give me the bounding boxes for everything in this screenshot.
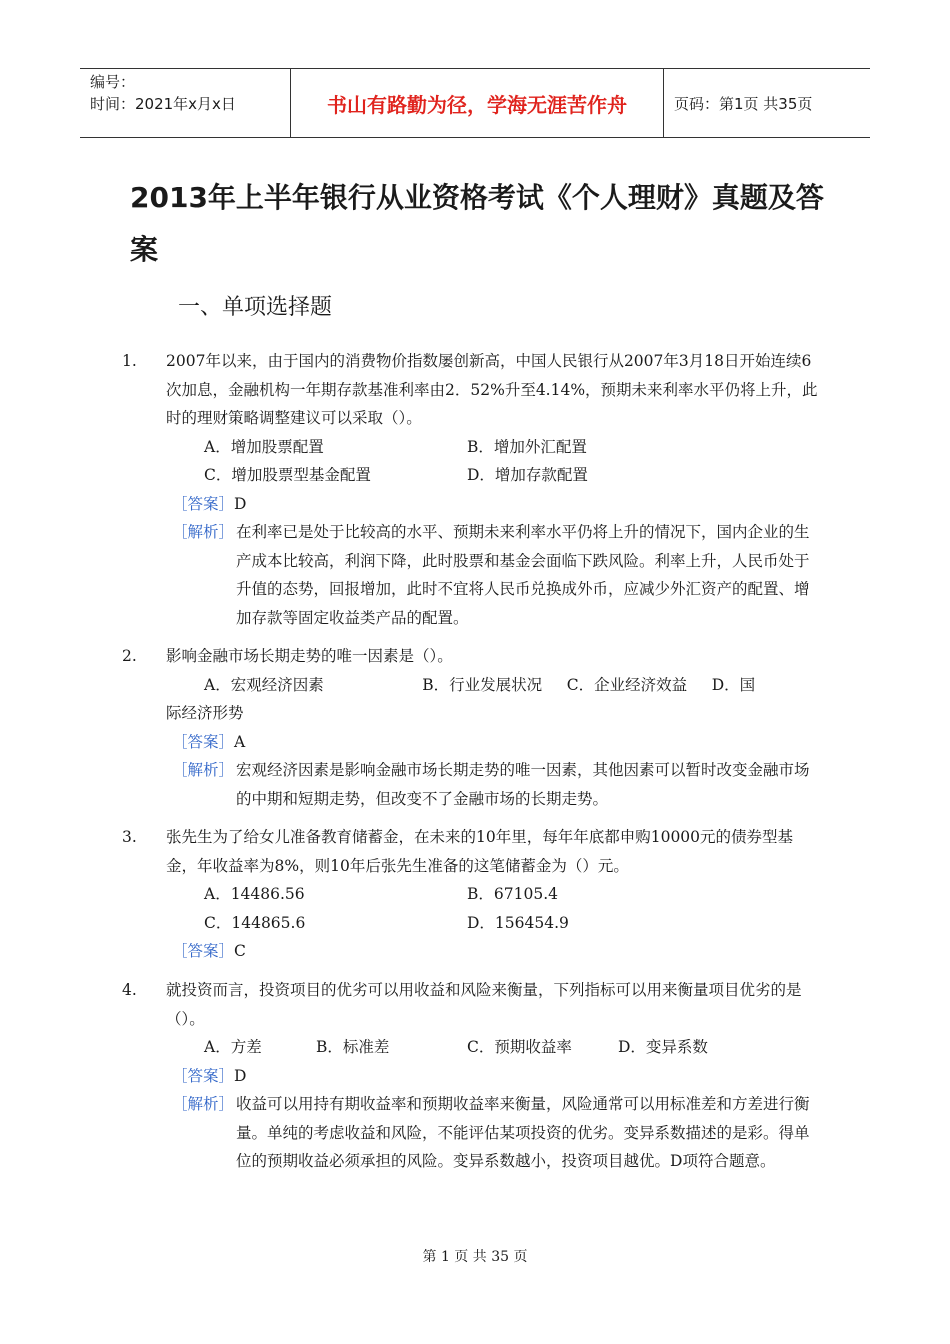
analysis-block xyxy=(172,518,822,632)
option-line: A．宏观经济因素 B．行业发展状况 C．企业经济效益 D．国 xyxy=(204,675,756,694)
question-text: 影响金融市场长期走势的唯一因素是（）。 xyxy=(166,647,453,665)
answer-tag: ［答案］ xyxy=(172,942,235,960)
answer-value: A xyxy=(234,732,246,751)
analysis-block xyxy=(172,1090,822,1176)
answer-line xyxy=(172,937,822,966)
option-a: A．增加股票配置 xyxy=(204,437,324,456)
answer-value: D xyxy=(234,494,247,513)
analysis-text: 在利率已是处于比较高的水平、预期未来利率水平仍将上升的情况下，国内企业的生产成本比较高，利润下降，此时股票和基金会面临下跌风险。利率上升，人民币处于升值的态势，回报增加，此时不宜将人民币兑换成外币，应减少外汇资产的配置、增加存款等固定收益类产品的配置。 xyxy=(236,523,810,627)
option-d: D．156454.9 xyxy=(467,913,569,932)
page-header xyxy=(80,68,870,138)
question-number: 4. xyxy=(122,981,137,999)
question-number: 3. xyxy=(122,828,137,846)
answer-line xyxy=(172,728,822,757)
question-number: 2. xyxy=(122,647,137,665)
number-label: 编号： xyxy=(90,73,136,91)
option-list xyxy=(204,880,822,937)
answer-tag: ［答案］ xyxy=(172,494,235,513)
header-meta xyxy=(80,69,291,137)
option-a: A．方差 xyxy=(204,1038,262,1056)
question-2 xyxy=(122,642,822,813)
option-list xyxy=(204,1033,822,1062)
option-d: D．变异系数 xyxy=(618,1038,708,1056)
option-c: C．增加股票型基金配置 xyxy=(204,466,371,484)
analysis-tag: ［解析］ xyxy=(172,523,235,541)
analysis-tag: ［解析］ xyxy=(172,1095,235,1113)
time-label: 时间：2021年x月x日 xyxy=(90,95,236,113)
answer-line xyxy=(172,490,822,519)
option-a: A．14486.56 xyxy=(204,885,305,903)
answer-tag: ［答案］ xyxy=(172,732,235,751)
option-c: C．预期收益率 xyxy=(467,1038,572,1056)
option-line-wrap: 际经济形势 xyxy=(166,704,244,722)
analysis-text: 宏观经济因素是影响金融市场长期走势的唯一因素，其他因素可以暂时改变金融市场的中期和短期走势，但改变不了金融市场的长期走势。 xyxy=(236,761,810,808)
section-heading: 一、单项选择题 xyxy=(178,295,333,320)
answer-tag: ［答案］ xyxy=(172,1066,235,1085)
question-text: 张先生为了给女儿准备教育储蓄金，在未来的10年里，每年年底都申购10000元的债券型基金，年收益率为8%，则10年后张先生准备的这笔储蓄金为（）元。 xyxy=(166,828,794,875)
answer-value: C xyxy=(234,942,246,960)
option-d: D．增加存款配置 xyxy=(467,466,588,484)
option-c: C．144865.6 xyxy=(204,913,306,932)
question-number: 1. xyxy=(122,352,137,370)
question-text: 2007年以来，由于国内的消费物价指数屡创新高，中国人民银行从2007年3月18日开始连续6次加息，金融机构一年期存款基准利率由2．52%升至4.14%，预期未来利率水平仍将上升，此时的理财策略调整建议可以采取（）。 xyxy=(166,352,818,427)
option-b: B．增加外汇配置 xyxy=(467,437,587,456)
header-motto: 书山有路勤为径，学海无涯苦作舟 xyxy=(291,69,664,137)
option-list xyxy=(204,433,822,490)
question-1 xyxy=(122,347,822,632)
answer-line xyxy=(172,1062,822,1091)
analysis-tag: ［解析］ xyxy=(172,761,235,779)
answer-value: D xyxy=(234,1066,247,1085)
option-b: B．标准差 xyxy=(316,1038,390,1056)
option-b: B．67105.4 xyxy=(467,885,558,903)
question-text: 就投资而言，投资项目的优劣可以用收益和风险来衡量，下列指标可以用来衡量项目优劣的是（）。 xyxy=(166,981,802,1028)
question-4 xyxy=(122,976,822,1176)
header-page-info: 页码：第1页 共35页 xyxy=(674,94,813,113)
question-3 xyxy=(122,823,822,966)
analysis-block xyxy=(172,756,822,813)
document-title: 2013年上半年银行从业资格考试《个人理财》真题及答案 xyxy=(130,181,824,266)
analysis-text: 收益可以用持有期收益率和预期收益率来衡量，风险通常可以用标准差和方差进行衡量。单纯的考虑收益和风险，不能评估某项投资的优劣。变异系数描述的是彩。得单位的预期收益必须承担的风险。变异系数越小，投资项目越优。D项符合题意。 xyxy=(236,1095,810,1170)
page-footer: 第 1 页 共 35 页 xyxy=(422,1249,528,1265)
